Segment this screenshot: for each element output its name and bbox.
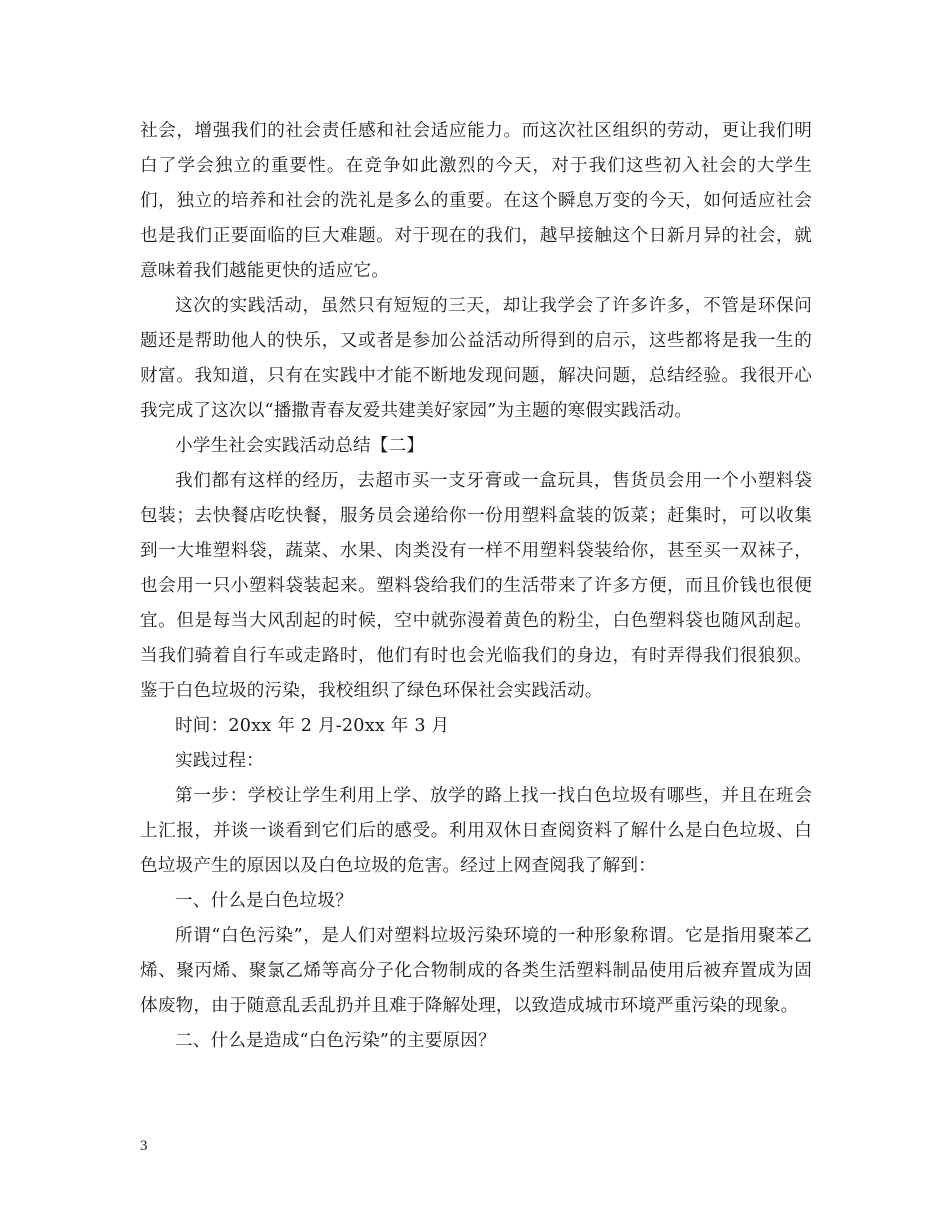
paragraph-white-pollution-definition: 所谓“白色污染”，是人们对塑料垃圾污染环境的一种形象称谓。它是指用聚苯乙烯、聚丙烯、聚氯乙烯等高分子化合物制成的各类生活塑料制品使用后被弃置成为固体废物，由于随意乱丢乱扔并且难于降解处理，以致造成城市环境严重污染的现象。 (140, 926, 812, 1016)
paragraph-step-one: 第一步：学校让学生利用上学、放学的路上找一找白色垃圾有哪些，并且在班会上汇报，并谈一谈看到它们后的感受。利用双休日查阅资料了解什么是白色垃圾、白色垃圾产生的原因以及白色垃圾的危害。经过上网查阅我了解到： (140, 786, 812, 876)
document-body (140, 114, 812, 1059)
paragraph-continuation: 社会，增强我们的社会责任感和社会适应能力。而这次社区组织的劳动，更让我们明白了学会独立的重要性。在竞争如此激烈的今天，对于我们这些初入社会的大学生们，独立的培养和社会的洗礼是多么的重要。在这个瞬息万变的今天，如何适应社会也是我们正要面临的巨大难题。对于现在的我们，越早接触这个日新月异的社会，就意味着我们越能更快的适应它。 (140, 121, 812, 281)
subheading-main-causes: 二、什么是造成“白色污染”的主要原因？ (175, 1031, 496, 1051)
paragraph-plastic-bags: 我们都有这样的经历，去超市买一支牙膏或一盒玩具，售货员会用一个小塑料袋包装；去快餐店吃快餐，服务员会递给你一份用塑料盒装的饭菜；赶集时，可以收集到一大堆塑料袋，蔬菜、水果、肉类没有一样不用塑料袋装给你，甚至买一双袜子，也会用一只小塑料袋装起来。塑料袋给我们的生活带来了许多方便，而且价钱也很便宜。但是每当大风刮起的时候，空中就弥漫着黄色的粉尘，白色塑料袋也随风刮起。当我们骑着自行车或走路时，他们有时也会光临我们的身边，有时弄得我们很狼狈。鉴于白色垃圾的污染，我校组织了绿色环保社会实践活动。 (140, 471, 812, 701)
paragraph-time: 时间：20xx 年 2 月-20xx 年 3 月 (175, 716, 450, 736)
section-heading: 小学生社会实践活动总结【二】 (175, 436, 425, 456)
paragraph-process-label: 实践过程： (175, 751, 264, 771)
subheading-what-is-white-garbage: 一、什么是白色垃圾？ (175, 891, 353, 911)
paragraph-practice-reflection: 这次的实践活动，虽然只有短短的三天，却让我学会了许多许多，不管是环保问题还是帮助他人的快乐，又或者是参加公益活动所得到的启示，这些都将是我一生的财富。我知道，只有在实践中才能不断地发现问题，解决问题，总结经验。我很开心我完成了这次以“播撒青春友爱共建美好家园”为主题的寒假实践活动。 (140, 296, 812, 421)
page-number: 3 (140, 1138, 148, 1154)
